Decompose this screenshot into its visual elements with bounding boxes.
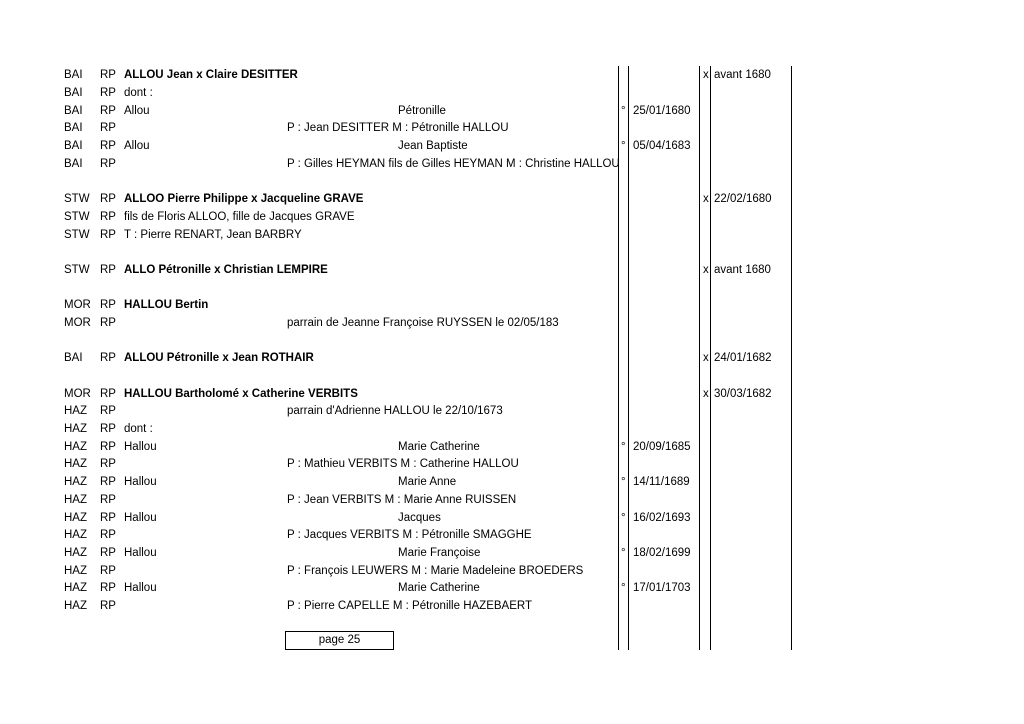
godparents-text: P : Mathieu VERBITS M : Catherine HALLOU — [287, 458, 519, 470]
entry-text: ALLOU Pétronille x Jean ROTHAIR — [124, 352, 314, 364]
marriage-symbol: x — [703, 69, 709, 81]
event-symbol: ° — [621, 476, 626, 488]
godparents-text: P : Jean VERBITS M : Marie Anne RUISSEN — [287, 494, 517, 506]
register-type: RP — [100, 582, 116, 594]
register-type: RP — [100, 458, 116, 470]
parish-code: BAI — [64, 352, 83, 364]
entry-text: ALLO Pétronille x Christian LEMPIRE — [124, 264, 328, 276]
parish-code: HAZ — [64, 458, 87, 470]
register-row — [0, 262, 1024, 279]
parish-code: BAI — [64, 87, 83, 99]
register-row — [0, 421, 1024, 438]
godparents-text: P : Gilles HEYMAN fils de Gilles HEYMAN M : Christine HALLOU — [287, 158, 620, 170]
godparents-text: P : Pierre CAPELLE M : Pétronille HAZEBAERT — [287, 600, 532, 612]
register-type: RP — [100, 229, 116, 241]
parish-code: HAZ — [64, 600, 87, 612]
parish-code: HAZ — [64, 582, 87, 594]
register-row — [0, 120, 1024, 137]
godparents-text: P : Jacques VERBITS M : Pétronille SMAGGHE — [287, 529, 532, 541]
register-row — [0, 85, 1024, 102]
register-row — [0, 297, 1024, 314]
event-date: 16/02/1693 — [633, 512, 691, 524]
event-symbol: ° — [621, 512, 626, 524]
event-symbol: ° — [621, 441, 626, 453]
register-type: RP — [100, 423, 116, 435]
register-row — [0, 209, 1024, 226]
register-row — [0, 315, 1024, 332]
child-name: Marie Catherine — [398, 441, 480, 453]
register-type: RP — [100, 299, 116, 311]
entry-text: fils de Floris ALLOO, fille de Jacques GRAVE — [124, 211, 355, 223]
register-row — [0, 456, 1024, 473]
parish-code: HAZ — [64, 423, 87, 435]
register-type: RP — [100, 69, 116, 81]
register-row — [0, 156, 1024, 173]
parish-code: MOR — [64, 388, 91, 400]
register-row — [0, 474, 1024, 491]
child-name: Pétronille — [398, 105, 446, 117]
entry-text: HALLOU Bartholomé x Catherine VERBITS — [124, 388, 358, 400]
parish-code: STW — [64, 264, 90, 276]
parish-code: HAZ — [64, 529, 87, 541]
parish-code: STW — [64, 211, 90, 223]
event-symbol: ° — [621, 547, 626, 559]
parish-code: STW — [64, 229, 90, 241]
register-type: RP — [100, 405, 116, 417]
child-name: Marie Anne — [398, 476, 457, 488]
entry-text: Hallou — [124, 476, 157, 488]
event-symbol: ° — [621, 105, 626, 117]
register-type: RP — [100, 600, 116, 612]
register-row — [0, 191, 1024, 208]
parish-code: HAZ — [64, 547, 87, 559]
parish-code: MOR — [64, 317, 91, 329]
event-date: 14/11/1689 — [633, 476, 690, 488]
marriage-symbol: x — [703, 388, 709, 400]
child-name: Jacques — [398, 512, 441, 524]
parish-code: HAZ — [64, 441, 87, 453]
event-symbol: ° — [621, 582, 626, 594]
parish-code: BAI — [64, 140, 83, 152]
page-number: page 25 — [318, 634, 361, 646]
child-name: Jean Baptiste — [398, 140, 468, 152]
register-type: RP — [100, 158, 116, 170]
parish-code: HAZ — [64, 512, 87, 524]
register-type: RP — [100, 211, 116, 223]
godparents-text: P : Jean DESITTER M : Pétronille HALLOU — [287, 122, 509, 134]
register-type: RP — [100, 512, 116, 524]
register-type: RP — [100, 494, 116, 506]
event-date: 17/01/1703 — [633, 582, 691, 594]
parish-code: BAI — [64, 69, 83, 81]
marriage-date: 30/03/1682 — [714, 388, 772, 400]
parish-code: HAZ — [64, 405, 87, 417]
entry-text: Allou — [124, 105, 150, 117]
register-row — [0, 67, 1024, 84]
entry-text: Hallou — [124, 441, 157, 453]
event-date: 20/09/1685 — [633, 441, 691, 453]
event-date: 18/02/1699 — [633, 547, 691, 559]
register-row — [0, 598, 1024, 615]
event-date: 25/01/1680 — [633, 105, 691, 117]
register-type: RP — [100, 264, 116, 276]
godparents-text: parrain de Jeanne Françoise RUYSSEN le 02/05/183 — [287, 317, 559, 329]
register-row — [0, 510, 1024, 527]
entry-text: HALLOU Bertin — [124, 299, 209, 311]
entry-text: T : Pierre RENART, Jean BARBRY — [124, 229, 302, 241]
godparents-text: parrain d'Adrienne HALLOU le 22/10/1673 — [287, 405, 503, 417]
register-type: RP — [100, 122, 116, 134]
parish-code: BAI — [64, 158, 83, 170]
child-name: Marie Catherine — [398, 582, 480, 594]
register-row — [0, 527, 1024, 544]
parish-code: MOR — [64, 299, 91, 311]
marriage-date: avant 1680 — [714, 264, 771, 276]
register-type: RP — [100, 193, 116, 205]
register-type: RP — [100, 547, 116, 559]
parish-code: STW — [64, 193, 90, 205]
event-date: 05/04/1683 — [633, 140, 691, 152]
register-type: RP — [100, 565, 116, 577]
entry-text: Allou — [124, 140, 150, 152]
entry-text: Hallou — [124, 582, 157, 594]
register-row — [0, 103, 1024, 120]
register-row — [0, 492, 1024, 509]
register-type: RP — [100, 441, 116, 453]
entry-text: Hallou — [124, 512, 157, 524]
parish-code: BAI — [64, 122, 83, 134]
entry-text: Hallou — [124, 547, 157, 559]
register-row — [0, 580, 1024, 597]
marriage-symbol: x — [703, 352, 709, 364]
register-row — [0, 350, 1024, 367]
marriage-date: avant 1680 — [714, 69, 771, 81]
event-symbol: ° — [621, 140, 626, 152]
register-type: RP — [100, 87, 116, 99]
marriage-date: 22/02/1680 — [714, 193, 772, 205]
godparents-text: P : François LEUWERS M : Marie Madeleine BROEDERS — [287, 565, 584, 577]
register-type: RP — [100, 317, 116, 329]
marriage-symbol: x — [703, 264, 709, 276]
parish-code: HAZ — [64, 476, 87, 488]
register-type: RP — [100, 105, 116, 117]
entry-text: dont : — [124, 87, 153, 99]
register-row — [0, 439, 1024, 456]
register-type: RP — [100, 476, 116, 488]
page-number-box — [285, 631, 394, 650]
register-row — [0, 563, 1024, 580]
entry-text: ALLOU Jean x Claire DESITTER — [124, 69, 298, 81]
register-type: RP — [100, 140, 116, 152]
register-row — [0, 227, 1024, 244]
register-type: RP — [100, 352, 116, 364]
marriage-symbol: x — [703, 193, 709, 205]
register-type: RP — [100, 388, 116, 400]
register-row — [0, 138, 1024, 155]
parish-code: HAZ — [64, 494, 87, 506]
entry-text: ALLOO Pierre Philippe x Jacqueline GRAVE — [124, 193, 364, 205]
parish-code: BAI — [64, 105, 83, 117]
parish-code: HAZ — [64, 565, 87, 577]
register-row — [0, 545, 1024, 562]
register-row — [0, 386, 1024, 403]
entry-text: dont : — [124, 423, 153, 435]
child-name: Marie Françoise — [398, 547, 481, 559]
register-row — [0, 403, 1024, 420]
marriage-date: 24/01/1682 — [714, 352, 772, 364]
register-type: RP — [100, 529, 116, 541]
